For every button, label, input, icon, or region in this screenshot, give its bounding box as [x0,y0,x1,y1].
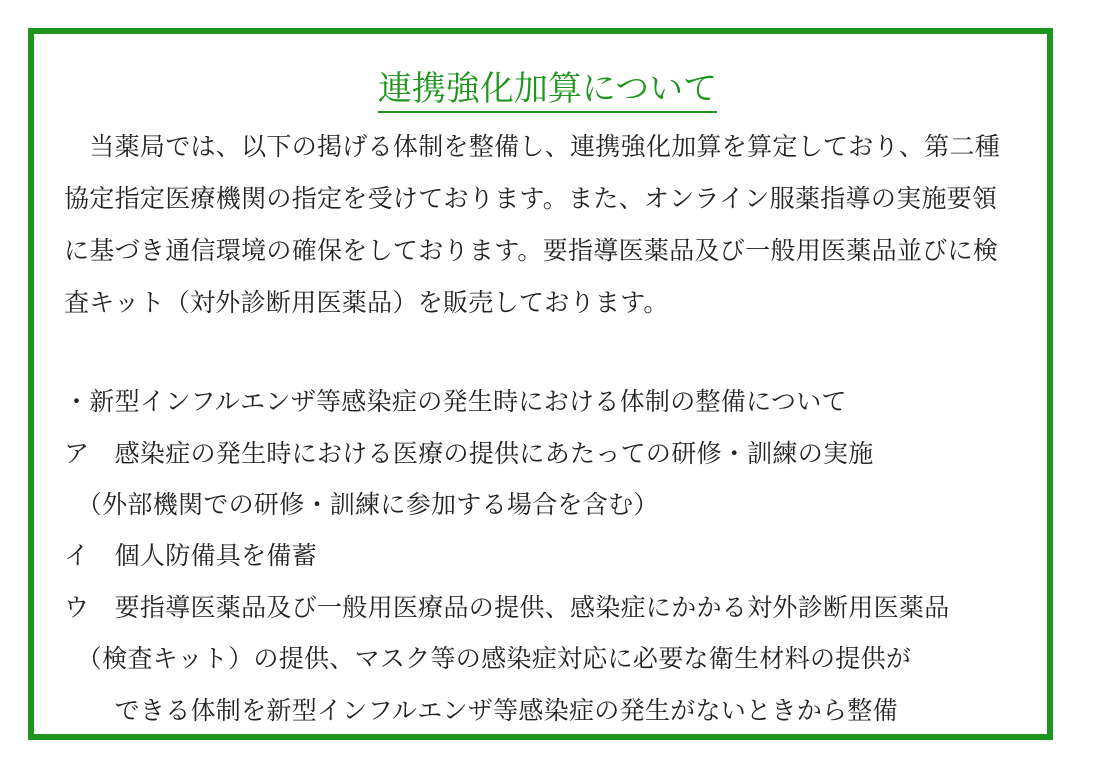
item-u: ウ 要指導医薬品及び一般用医療品の提供、感染症にかかる対外診断用医薬品 [64,593,950,622]
paragraph-line-4: 査キット（対外診断用医薬品）を販売しております。 [64,288,669,317]
item-a-note: （外部機関での研修・訓練に参加する場合を含む） [64,490,659,519]
paragraph-line-3: に基づき通信環境の確保をしております。要指導医薬品及び一般用医薬品並びに検 [64,236,999,265]
item-a: ア 感染症の発生時における医療の提供にあたっての研修・訓練の実施 [64,439,874,468]
section-heading: ・新型インフルエンザ等感染症の発生時における体制の整備について [64,387,847,416]
paragraph-line-2: 協定指定医療機関の指定を受けております。また、オンライン服薬指導の実施要領 [64,184,998,213]
paragraph-line-1: 当薬局では、以下の掲げる体制を整備し、連携強化加算を算定しており、第二種 [64,132,1001,161]
item-i: イ 個人防備具を備蓄 [64,541,318,570]
page-title-text: 連携強化加算について [378,69,717,113]
item-u-line-2: （検査キット）の提供、マスク等の感染症対応に必要な衛生材料の提供が [64,644,912,673]
page-title [0,66,1095,112]
item-u-line-3: できる体制を新型インフルエンザ等感染症の発生がないときから整備 [64,696,898,725]
